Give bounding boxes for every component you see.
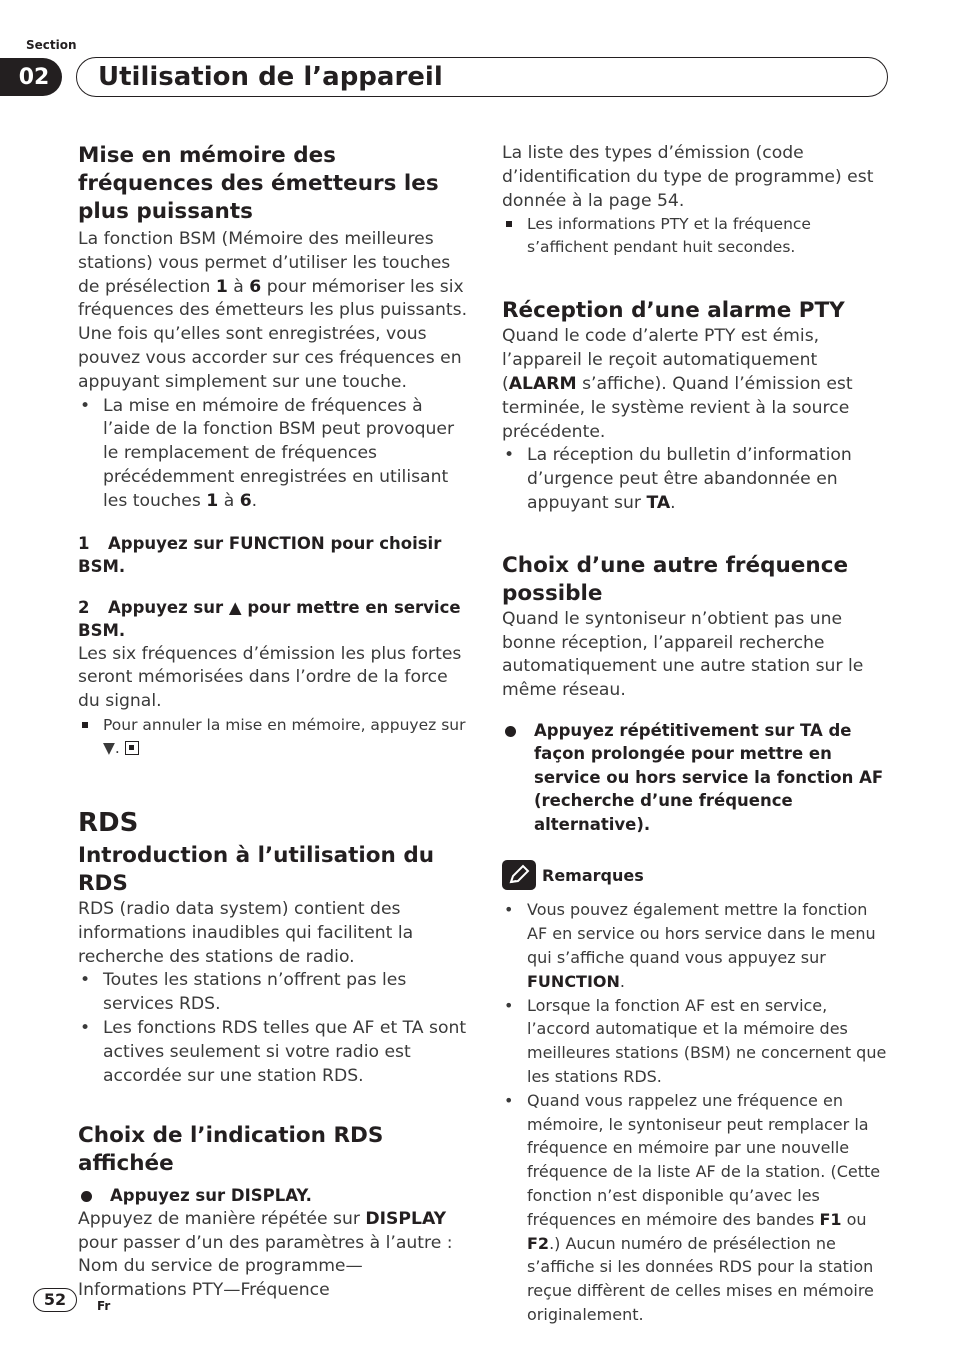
alarm-bullet: • La réception du bulletin d’information d’urgence peut être abandonnée en appuyant sur TA. <box>502 444 892 515</box>
alarm-heading: Réception d’une alarme PTY <box>502 298 845 324</box>
bsm-heading: Mise en mémoire des fréquences des émetteurs les plus puissants <box>78 143 439 224</box>
af-heading: Choix d’une autre fréquence possible <box>502 552 849 606</box>
step-2-note: Pour annuler la mise en mémoire, appuyez sur ▼. <box>78 714 468 760</box>
step-2-body: Les six fréquences d’émission les plus fortes seront mémorisées dans l’ordre de la force du signal. <box>78 643 462 712</box>
remarks-label: Remarques <box>542 865 644 885</box>
rds-heading: RDS <box>78 807 139 838</box>
bsm-intro: La fonction BSM (Mémoire des meilleures stations) vous permet d’utiliser les touches de présélection 1 à 6 pour mémoriser les six fréquences des émetteurs les plus puissants. Une fois qu’elles sont enregistrées, vous pouvez vous accorder sur ces fréquences en appuyant simplement sur une touche. <box>78 229 468 392</box>
pencil-icon <box>502 860 536 890</box>
af-step: Appuyez répétitivement sur TA de façon prolongée pour mettre en service ou hors service la fonction AF (recherche d’une fréquence alternative). <box>502 719 892 837</box>
remarks-header <box>502 860 892 890</box>
intro-bullet-1: • Toutes les stations n’offrent pas les services RDS. <box>78 969 468 1017</box>
section-label: Section <box>26 38 77 52</box>
section-number-badge: 02 <box>0 58 62 96</box>
display-step: Appuyez sur DISPLAY. <box>78 1184 468 1208</box>
intro-heading: Introduction à l’utilisation du RDS <box>78 842 435 896</box>
af-body: Quand le syntoniseur n’obtient pas une bonne réception, l’appareil recherche automatiquement une autre station sur le même réseau. <box>502 608 864 701</box>
display-heading: Choix de l’indication RDS affichée <box>78 1123 384 1177</box>
bsm-bullet: • La mise en mémoire de fréquences à l’aide de la fonction BSM peut provoquer le remplacement de fréquences précédemment enregistrées en utilisant les touches 1 à 6. <box>78 395 468 514</box>
end-of-section-icon <box>125 741 139 755</box>
intro-bullet-2: • Les fonctions RDS telles que AF et TA sont actives seulement si votre radio est accordée sur une station RDS. <box>78 1017 468 1088</box>
alarm-body: Quand le code d’alerte PTY est émis, l’appareil le reçoit automatiquement (ALARM s’affiche). Quand l’émission est terminée, le système revient à la source précédente. <box>502 326 853 442</box>
step-1: 1 Appuyez sur FUNCTION pour choisir BSM. <box>78 533 442 577</box>
step-2: 2 Appuyez sur ▲ pour mettre en service BSM. <box>78 597 461 641</box>
remark-3: • Quand vous rappelez une fréquence en mémoire, le syntoniseur peut remplacer la fréquence en mémoire par une nouvelle fréquence de la liste AF de la station. (Cette fonction n’est disponible qu’avec les fréquences en mémoire des bandes F1 ou F2.) Aucun numéro de présélection ne s’affiche si les données RDS pour la station reçue diffèrent de celles mises en mémoire originalement. <box>502 1089 892 1327</box>
page-number: 52 <box>33 1288 77 1312</box>
pty-list-body: La liste des types d’émission (code d’identification du type de programme) est donnée à la page 54. <box>502 143 874 211</box>
pty-note: Les informations PTY et la fréquence s’affichent pendant huit secondes. <box>502 213 892 259</box>
language-label: Fr <box>97 1299 111 1313</box>
remark-2: • Lorsque la fonction AF est en service, l’accord automatique et la mémoire des meilleures stations (BSM) ne concernent que les stations RDS. <box>502 994 892 1089</box>
left-column <box>78 142 468 1303</box>
remark-1: • Vous pouvez également mettre la fonction AF en service ou hors service dans le menu qui s’affiche quand vous appuyez sur FUNCTION. <box>502 898 892 993</box>
display-body: Appuyez de manière répétée sur DISPLAY pour passer d’un des paramètres à l’autre : Nom du service de programme—Informations PTY—Fréquence <box>78 1208 453 1301</box>
right-column <box>502 142 892 1327</box>
chapter-title: Utilisation de l’appareil <box>98 62 443 92</box>
intro-body: RDS (radio data system) contient des informations inaudibles qui facilitent la recherche des stations de radio. <box>78 898 414 967</box>
